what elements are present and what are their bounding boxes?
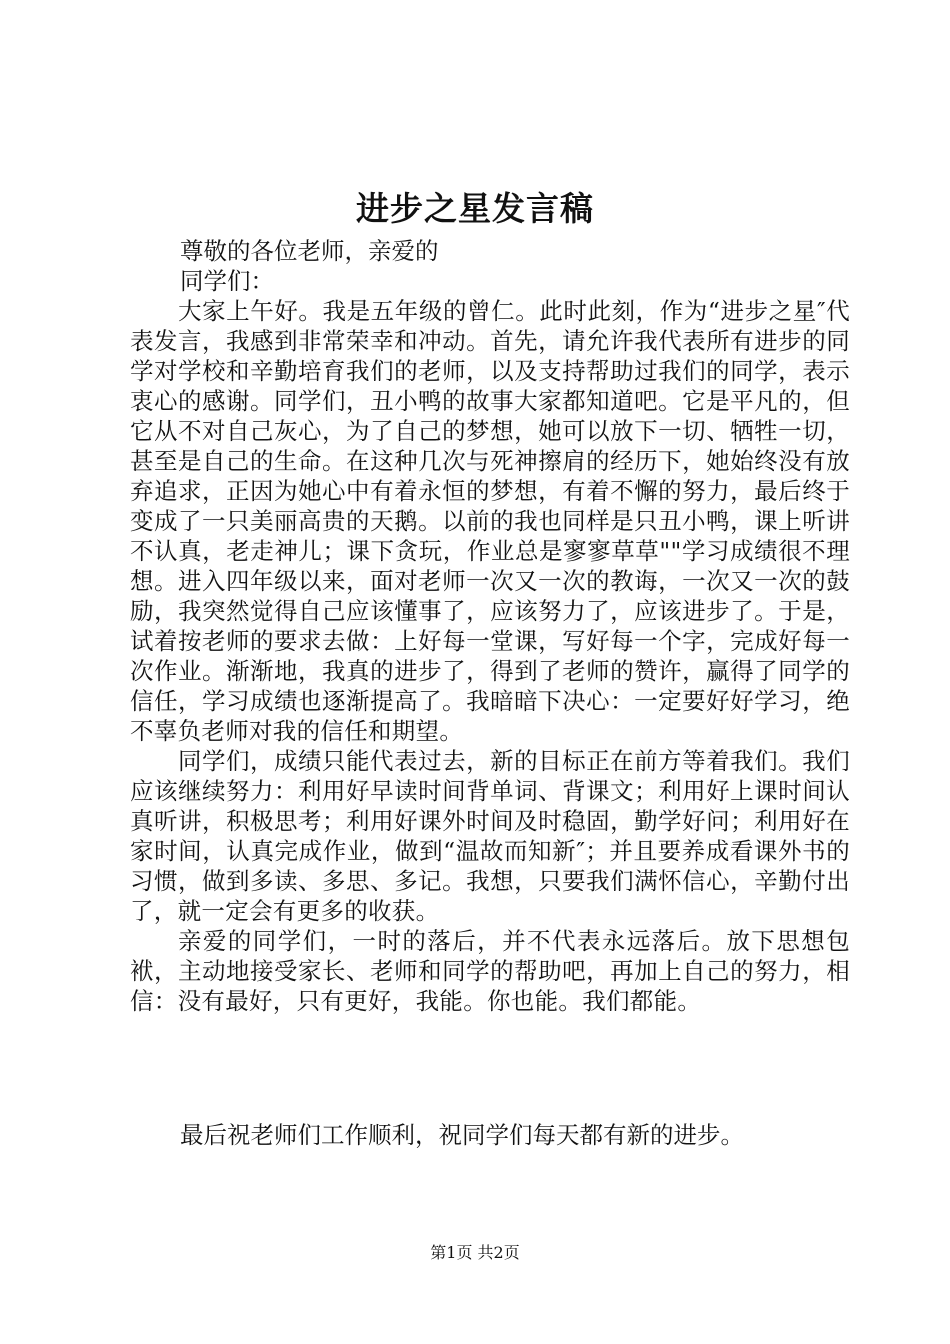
- paragraph-1: 大家上午好。我是五年级的曾仁。此时此刻，作为“进步之星″代表发言，我感到非常荣幸和冲动。首先，请允许我代表所有进步的同学对学校和辛勤培育我们的老师，以及支持帮助过我们的同学，表示衷心的感谢。同学们，丑小鸭的故事大家都知道吧。它是平凡的，但它从不对自己灰心，为了自己的梦想，她可以放下一切、牺牲一切，甚至是自己的生命。在这种几次与死神擦肩的经历下，她始终没有放弃追求，正因为她心中有着永恒的梦想，有着不懈的努力，最后终于变成了一只美丽高贵的天鹅。以前的我也同样是只丑小鸭，课上听讲不认真，老走神儿；课下贪玩，作业总是寥寥草草""学习成绩很不理想。进入四年级以来，面对老师一次又一次的教诲，一次又一次的鼓励，我突然觉得自己应该懂事了，应该努力了，应该进步了。于是，试着按老师的要求去做：上好每一堂课，写好每一个字，完成好每一次作业。渐渐地，我真的进步了，得到了老师的赞许，赢得了同学的信任，学习成绩也逐渐提高了。我暗暗下决心：一定要好好学习，绝不辜负老师对我的信任和期望。: [130, 297, 850, 745]
- closing-line: 最后祝老师们工作顺利，祝同学们每天都有新的进步。: [180, 1121, 744, 1149]
- salutation-line-1: 尊敬的各位老师，亲爱的: [180, 237, 439, 265]
- paragraph-3: 亲爱的同学们，一时的落后，并不代表永远落后。放下思想包袱，主动地接受家长、老师和同学的帮助吧，再加上自己的努力，相信：没有最好，只有更好，我能。你也能。我们都能。: [130, 927, 850, 1015]
- page-number: 第1页 共2页: [430, 1243, 520, 1262]
- salutation-line-2: 同学们：: [180, 267, 274, 295]
- document-body: [130, 296, 850, 1016]
- document-title: 进步之星发言稿: [356, 189, 594, 228]
- paragraph-2: 同学们，成绩只能代表过去，新的目标正在前方等着我们。我们应该继续努力：利用好早读时间背单词、背课文；利用好上课时间认真听讲，积极思考；利用好课外时间及时稳固，勤学好问；利用好在家时间，认真完成作业，做到“温故而知新″；并且要养成看课外书的习惯，做到多读、多思、多记。我想，只要我们满怀信心，辛勤付出了，就一定会有更多的收获。: [130, 747, 850, 925]
